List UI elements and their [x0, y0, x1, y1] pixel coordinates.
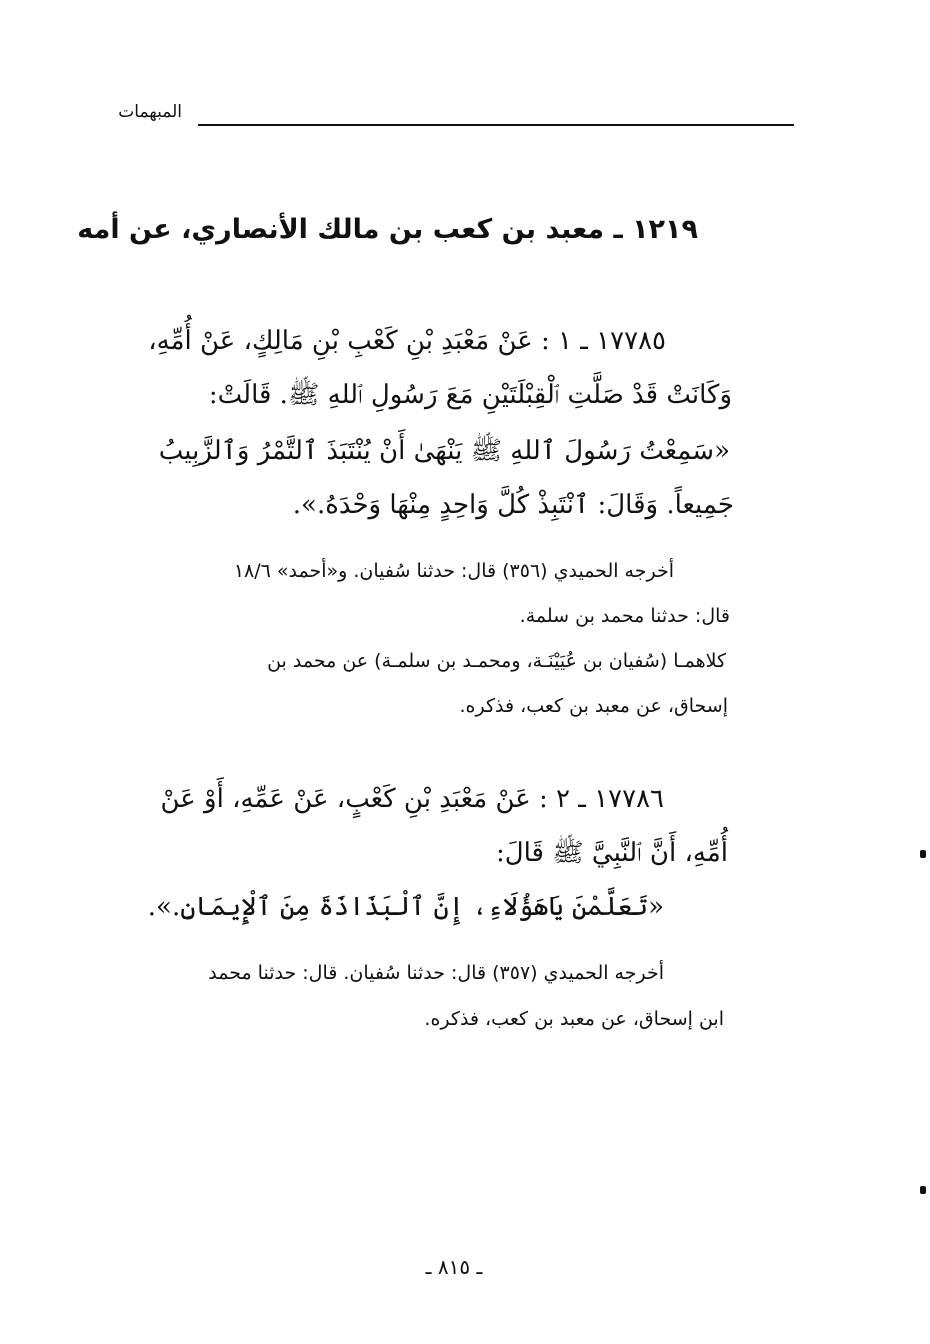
hadith-2-line-3: «تَعَلَّمْنَ يَاهَؤُلَاءِ، إِنَّ ٱلْبَذَاذَةَ مِنَ ٱلْإِيمَانِ.».: [147, 892, 664, 922]
note-1-line-2: قال: حدثنا محمد بن سلمة.: [519, 605, 730, 627]
margin-mark: [920, 1186, 926, 1194]
hadith-1-line-2: وَكَانَتْ قَدْ صَلَّتِ ٱلْقِبْلَتَيْنِ مَعَ رَسُولِ ٱللهِ ﷺ. قَالَتْ:: [208, 380, 732, 410]
chapter-title: ١٢١٩ ـ معبد بن كعب بن مالك الأنصاري، عن أمه: [77, 214, 698, 245]
hadith-1-line-1: ١٧٧٨٥ ـ ١ : عَنْ مَعْبَدِ بْنِ كَعْبِ بْنِ مَالِكٍ، عَنْ أُمِّهِ،: [148, 326, 666, 356]
note-1-line-3: كلاهمـا (سُفيان بن عُيَيْنَـة، ومحمـد بن سلمـة) عن محمد بن: [267, 650, 726, 672]
note-2-line-2: ابن إسحاق، عن معبد بن كعب، فذكره.: [424, 1008, 724, 1030]
hadith-2-line-1: ١٧٧٨٦ ـ ٢ : عَنْ مَعْبَدِ بْنِ كَعْبٍ، عَنْ عَمِّهِ، أَوْ عَنْ: [160, 784, 664, 814]
hadith-1-line-3: «سَمِعْتُ رَسُولَ ٱللهِ ﷺ يَنْهَىٰ أَنْ يُنْتَبَذَ ٱلتَّمْرُ وَٱلزَّبِيبُ: [158, 436, 730, 466]
note-1-line-4: إسحاق، عن معبد بن كعب، فذكره.: [459, 695, 728, 717]
running-title: المبهمات: [118, 102, 182, 122]
margin-mark: [920, 850, 926, 858]
header-rule: [198, 124, 794, 126]
hadith-1-line-4: جَمِيعاً. وَقَالَ: ٱنْتَبِذْ كُلَّ وَاحِدٍ مِنْهَا وَحْدَهُ.».: [292, 490, 734, 520]
hadith-2-line-2: أُمِّهِ، أَنَّ ٱلنَّبِيَّ ﷺ قَالَ:: [495, 838, 728, 868]
page-number: ـ ٨١٥ ـ: [425, 1255, 483, 1279]
note-2-line-1: أخرجه الحميدي (٣٥٧) قال: حدثنا سُفيان. قال: حدثنا محمد: [208, 962, 664, 984]
note-1-line-1: أخرجه الحميدي (٣٥٦) قال: حدثنا سُفيان. و«أحمد» ١٨/٦: [233, 560, 674, 582]
